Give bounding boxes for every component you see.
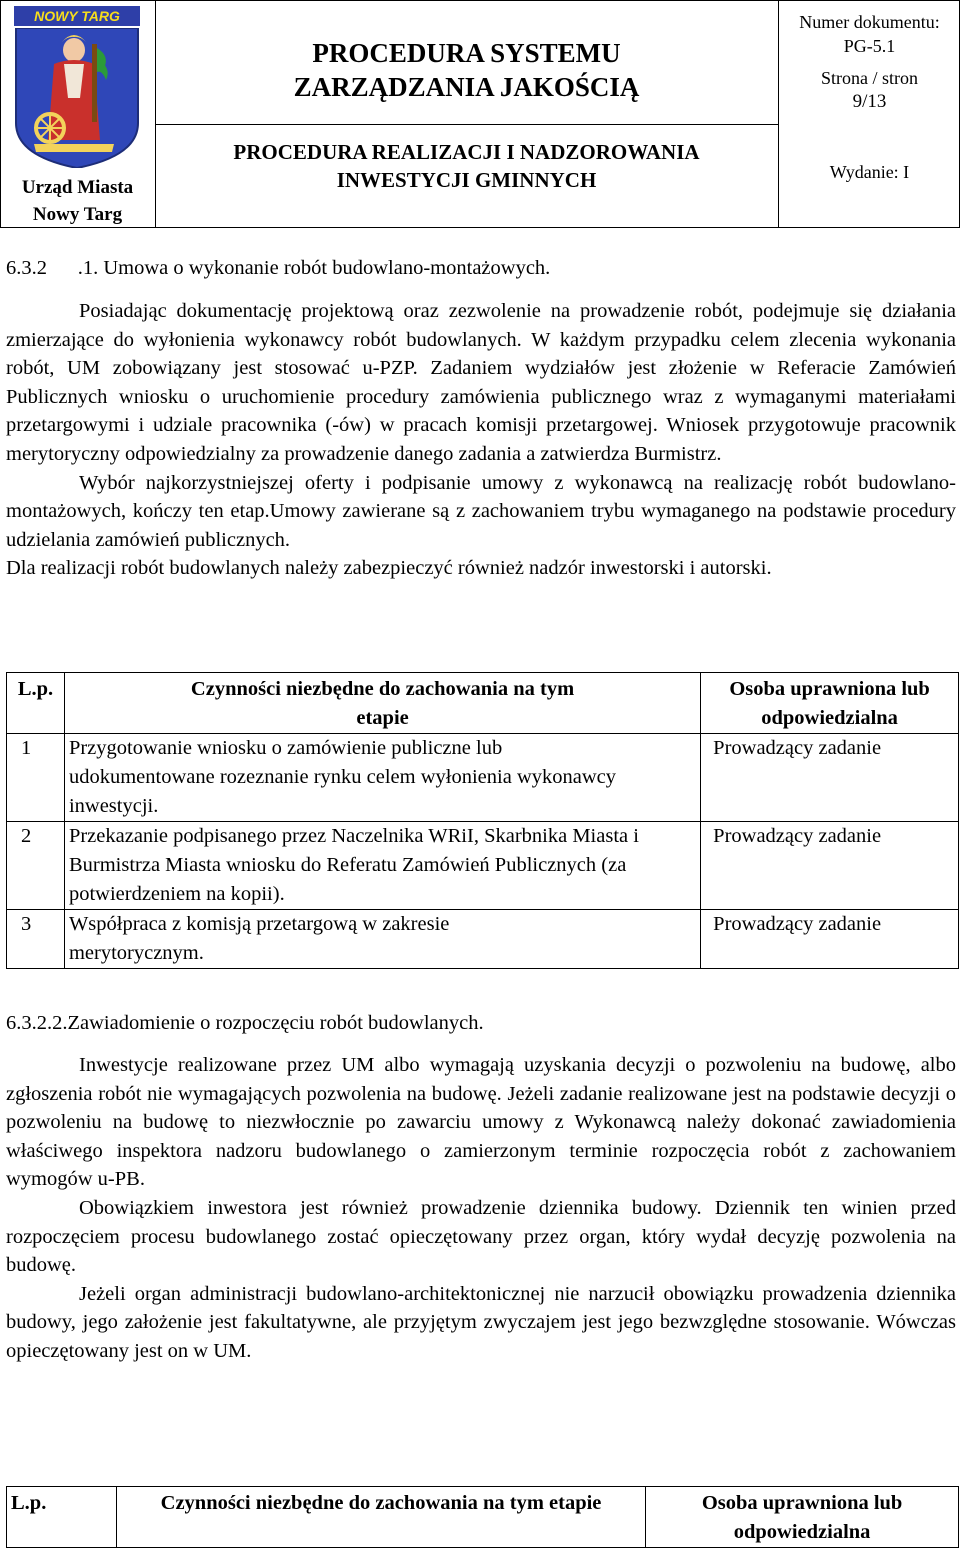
procedure-subtitle-line-2: INWESTYCJI GMINNYCH xyxy=(336,168,597,192)
paragraph: Obowiązkiem inwestora jest również prowadzenie dziennika budowy. Dziennik ten winien przed rozpoczęciem procesu budowlanego zostać opieczętowany przez organ, który wydał decyzję pozwolenia na budowę. xyxy=(6,1196,956,1277)
actions-table xyxy=(6,672,959,969)
table-header-row xyxy=(7,673,959,734)
column-header-action: Czynności niezbędne do zachowania na tym etapie xyxy=(116,1487,645,1548)
paragraph: Inwestycje realizowane przez UM albo wymagają uzyskania decyzji o pozwoleniu na budowę, albo zgłoszenia robót nie wymagających pozwolenia na budowę. Jeżeli zadanie realizowane jest na podstawie decyzji o pozwoleniu na budowę to niezwłocznie po zawarciu umowy z Wykonawcą należy dokonać zawiadomienia właściwego inspektora nadzoru budowlanego o zamierzonym terminie rozpoczęcia robót z zachowaniem wymogów u-PB. xyxy=(6,1054,956,1191)
logo-banner: NOWY TARG xyxy=(14,6,140,26)
column-header-responsible: Osoba uprawniona lub odpowiedzialna xyxy=(701,673,959,734)
procedure-title xyxy=(155,36,778,104)
row-action: Przekazanie podpisanego przez Naczelnika WRiI, Skarbnika Miasta i Burmistrza Miasta wniosku do Referatu Zamówień Publicznych (za potwierdzeniem na kopii). xyxy=(64,822,700,910)
procedure-title-line-1: PROCEDURA SYSTEMU xyxy=(312,38,621,68)
row-responsible: Prowadzący zadanie xyxy=(701,910,959,969)
row-number: 3 xyxy=(7,910,65,969)
page-number: 9/13 xyxy=(852,91,887,112)
section-contract-body xyxy=(6,297,956,583)
logo-cell xyxy=(0,0,155,228)
paragraph: Wybór najkorzystniejszej oferty i podpisanie umowy z wykonawcą na realizację robót budowlano-montażowych, kończy ten etap.Umowy zawierane są z zachowaniem trybu wymaganego na podstawie procedury udzielania zamówień publicznych. xyxy=(6,471,956,551)
procedure-title-line-2: ZARZĄDZANIA JAKOŚCIĄ xyxy=(293,72,640,102)
table-header-row xyxy=(7,1487,959,1548)
procedure-subtitle-line-1: PROCEDURA REALIZACJI I NADZOROWANIA xyxy=(233,140,700,164)
column-header-number: L.p. xyxy=(7,1487,117,1548)
column-header-action: Czynności niezbędne do zachowania na tym etapie xyxy=(64,673,700,734)
office-line-1: Urząd Miasta xyxy=(21,177,134,198)
section-heading-notification: 6.3.2.2.Zawiadomienie o rozpoczęciu robót budowlanych. xyxy=(6,1012,484,1034)
document-header xyxy=(0,0,960,228)
page-label: Strona / stron xyxy=(821,68,918,88)
paragraph: Jeżeli organ administracji budowlano-architektonicznej nie narzucił obowiązku prowadzenia dziennika budowy, jego założenie jest fakultatywne, ale przyjętym zwyczajem jest jego bezwzględne stosowanie. Wówczas opieczętowany jest on w UM. xyxy=(6,1282,956,1362)
edition: Wydanie: I xyxy=(829,162,910,182)
row-action: Przygotowanie wniosku o zamówienie publiczne lub udokumentowane rozeznanie rynku celem wyłonienia wykonawcy inwestycji. xyxy=(64,734,700,822)
document-number: PG-5.1 xyxy=(843,36,896,56)
procedure-subtitle xyxy=(155,138,778,194)
row-responsible: Prowadzący zadanie xyxy=(701,822,959,910)
row-responsible: Prowadzący zadanie xyxy=(701,734,959,822)
document-number-label: Numer dokumentu: xyxy=(799,12,940,32)
row-number: 2 xyxy=(7,822,65,910)
office-line-2: Nowy Targ xyxy=(32,204,123,225)
table-row xyxy=(7,734,959,822)
section-heading-contract: 6.3.2 .1. Umowa o wykonanie robót budowlano-montażowych. xyxy=(6,257,551,279)
column-header-number: L.p. xyxy=(7,673,65,734)
actions-table-2 xyxy=(6,1486,959,1548)
table-row xyxy=(7,910,959,969)
row-action: Współpraca z komisją przetargową w zakresie merytorycznym. xyxy=(64,910,700,969)
column-header-responsible: Osoba uprawniona lub odpowiedzialna xyxy=(646,1487,959,1548)
table-row xyxy=(7,822,959,910)
section-notification-body xyxy=(6,1051,956,1366)
paragraph: Dla realizacji robót budowlanych należy zabezpieczyć również nadzór inwestorski i autorski. xyxy=(6,557,772,580)
row-number: 1 xyxy=(7,734,65,822)
paragraph: Posiadając dokumentację projektową oraz zezwolenie na prowadzenie robót, podejmuje się działania zmierzające do wyłonienia wykonawcy robót budowlanych. W każdym przypadku celem zlecenia wykonania robót, UM zobowiązany jest stosować u-PZP. Zadaniem wydziałów jest złożenie w Referacie Zamówień Publicznych wniosku o uruchomienie procedury zamówienia publicznego wraz z wymaganymi materiałami przetargowymi i udziale pracownika (-ów) w pracach komisji przetargowej. Wniosek przygotowuje pracownik merytoryczny odpowiedzialny za prowadzenie danego zadania a zatwierdza Burmistrz. xyxy=(6,300,956,465)
coat-of-arms-icon xyxy=(14,28,140,168)
office-name xyxy=(0,174,155,228)
